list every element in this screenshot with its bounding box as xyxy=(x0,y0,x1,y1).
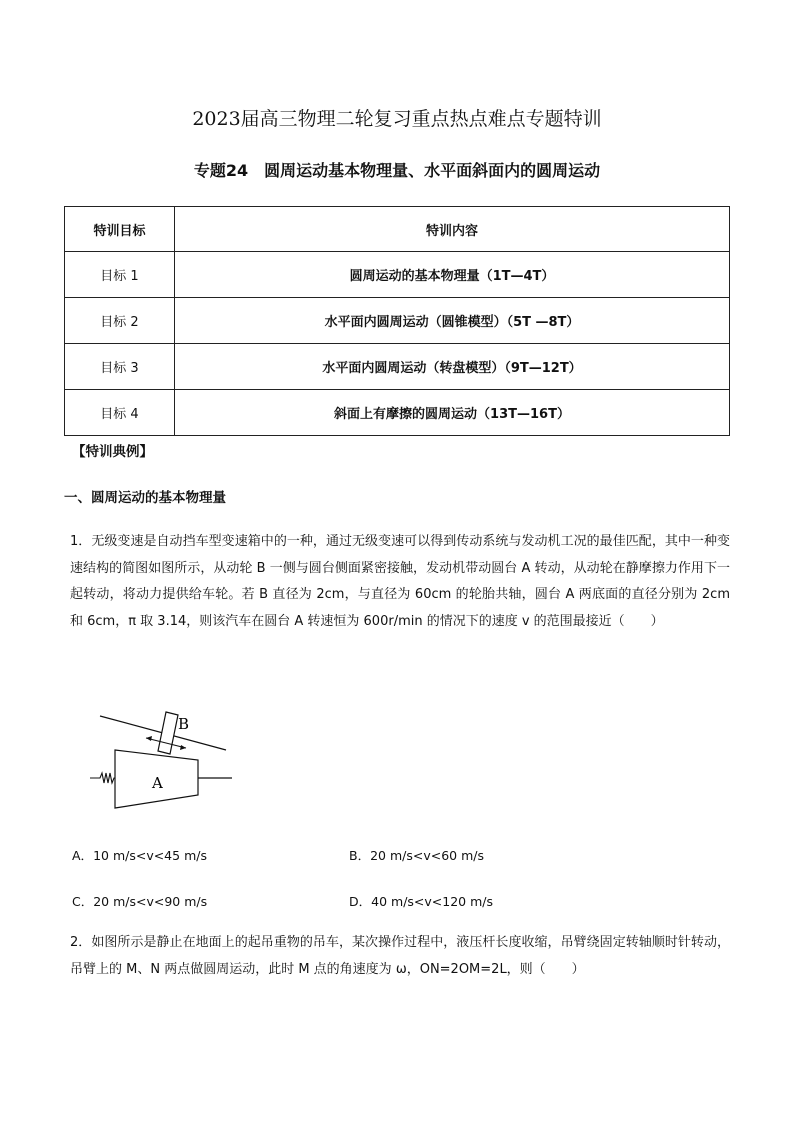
topic-subtitle: 专题24 圆周运动基本物理量、水平面斜面内的圆周运动 xyxy=(193,161,601,180)
option-letter: D． xyxy=(349,894,372,909)
table-header-row xyxy=(65,207,730,252)
goal-id: 目标 3 xyxy=(65,344,175,390)
option-text: 40 m/s<v<120 m/s xyxy=(371,894,493,909)
section-label: 【特训典例】 xyxy=(72,444,153,460)
goal-id: 目标 4 xyxy=(65,390,175,436)
table-header-content: 特训内容 xyxy=(175,207,730,252)
arrow-head-left xyxy=(146,736,152,741)
label-b: B xyxy=(178,715,190,733)
option-letter: B． xyxy=(349,848,371,863)
question-1-text: 1．无级变速是自动挡车型变速箱中的一种，通过无级变速可以得到传动系统与发动机工况的最佳匹配，其中一种变速结构的简图如图所示，从动轮 B 一侧与圆台侧面紧密接触，发动机带动圆台 A 转动，从动轮在静摩擦力作用下一起转动，将动力提供给车轮。若 B 直径为 2cm，与直径为 60cm 的轮胎共轴，圆台 A 两底面的直径分别为 2cm 和 6cm，π 取 3.14，则该汽车在圆台 A 转速恒为 600r/min 的情况下的速度 v 的范围最接近（ ） xyxy=(70,534,730,629)
option-letter: A． xyxy=(72,848,94,863)
table-header-goal: 特训目标 xyxy=(65,207,175,252)
label-a: A xyxy=(152,774,163,792)
goal-content: 水平面内圆周运动（转盘模型）（9T—12T） xyxy=(175,344,730,390)
table-row xyxy=(65,344,730,390)
goal-content: 斜面上有摩擦的圆周运动（13T—16T） xyxy=(175,390,730,436)
option-b[interactable] xyxy=(349,846,484,864)
table-row xyxy=(65,252,730,298)
page-title: 2023届高三物理二轮复习重点热点难点专题特训 xyxy=(192,108,602,130)
goal-id: 目标 2 xyxy=(65,298,175,344)
option-text: 20 m/s<v<60 m/s xyxy=(370,848,484,863)
goals-table xyxy=(64,206,730,436)
option-a[interactable] xyxy=(72,846,207,864)
spring xyxy=(90,773,115,783)
goal-content: 圆周运动的基本物理量（1T—4T） xyxy=(175,252,730,298)
option-letter: C． xyxy=(72,894,94,909)
arrow-head-right xyxy=(180,745,186,750)
table-row xyxy=(65,390,730,436)
question-2-text: 2．如图所示是静止在地面上的起吊重物的吊车，某次操作过程中，液压杆长度收缩，吊臂绕固定转轴顺时针转动，吊臂上的 M、N 两点做圆周运动，此时 M 点的角速度为 ω，ON=2OM=2L，则（ ） xyxy=(70,935,730,977)
option-c[interactable] xyxy=(72,892,207,910)
option-text: 10 m/s<v<45 m/s xyxy=(93,848,207,863)
table-row xyxy=(65,298,730,344)
goal-content: 水平面内圆周运动（圆锥模型）（5T —8T） xyxy=(175,298,730,344)
option-d[interactable] xyxy=(349,892,493,910)
option-text: 20 m/s<v<90 m/s xyxy=(93,894,208,909)
transmission-diagram xyxy=(90,710,240,820)
goal-id: 目标 1 xyxy=(65,252,175,298)
section-heading: 一、圆周运动的基本物理量 xyxy=(64,490,226,506)
